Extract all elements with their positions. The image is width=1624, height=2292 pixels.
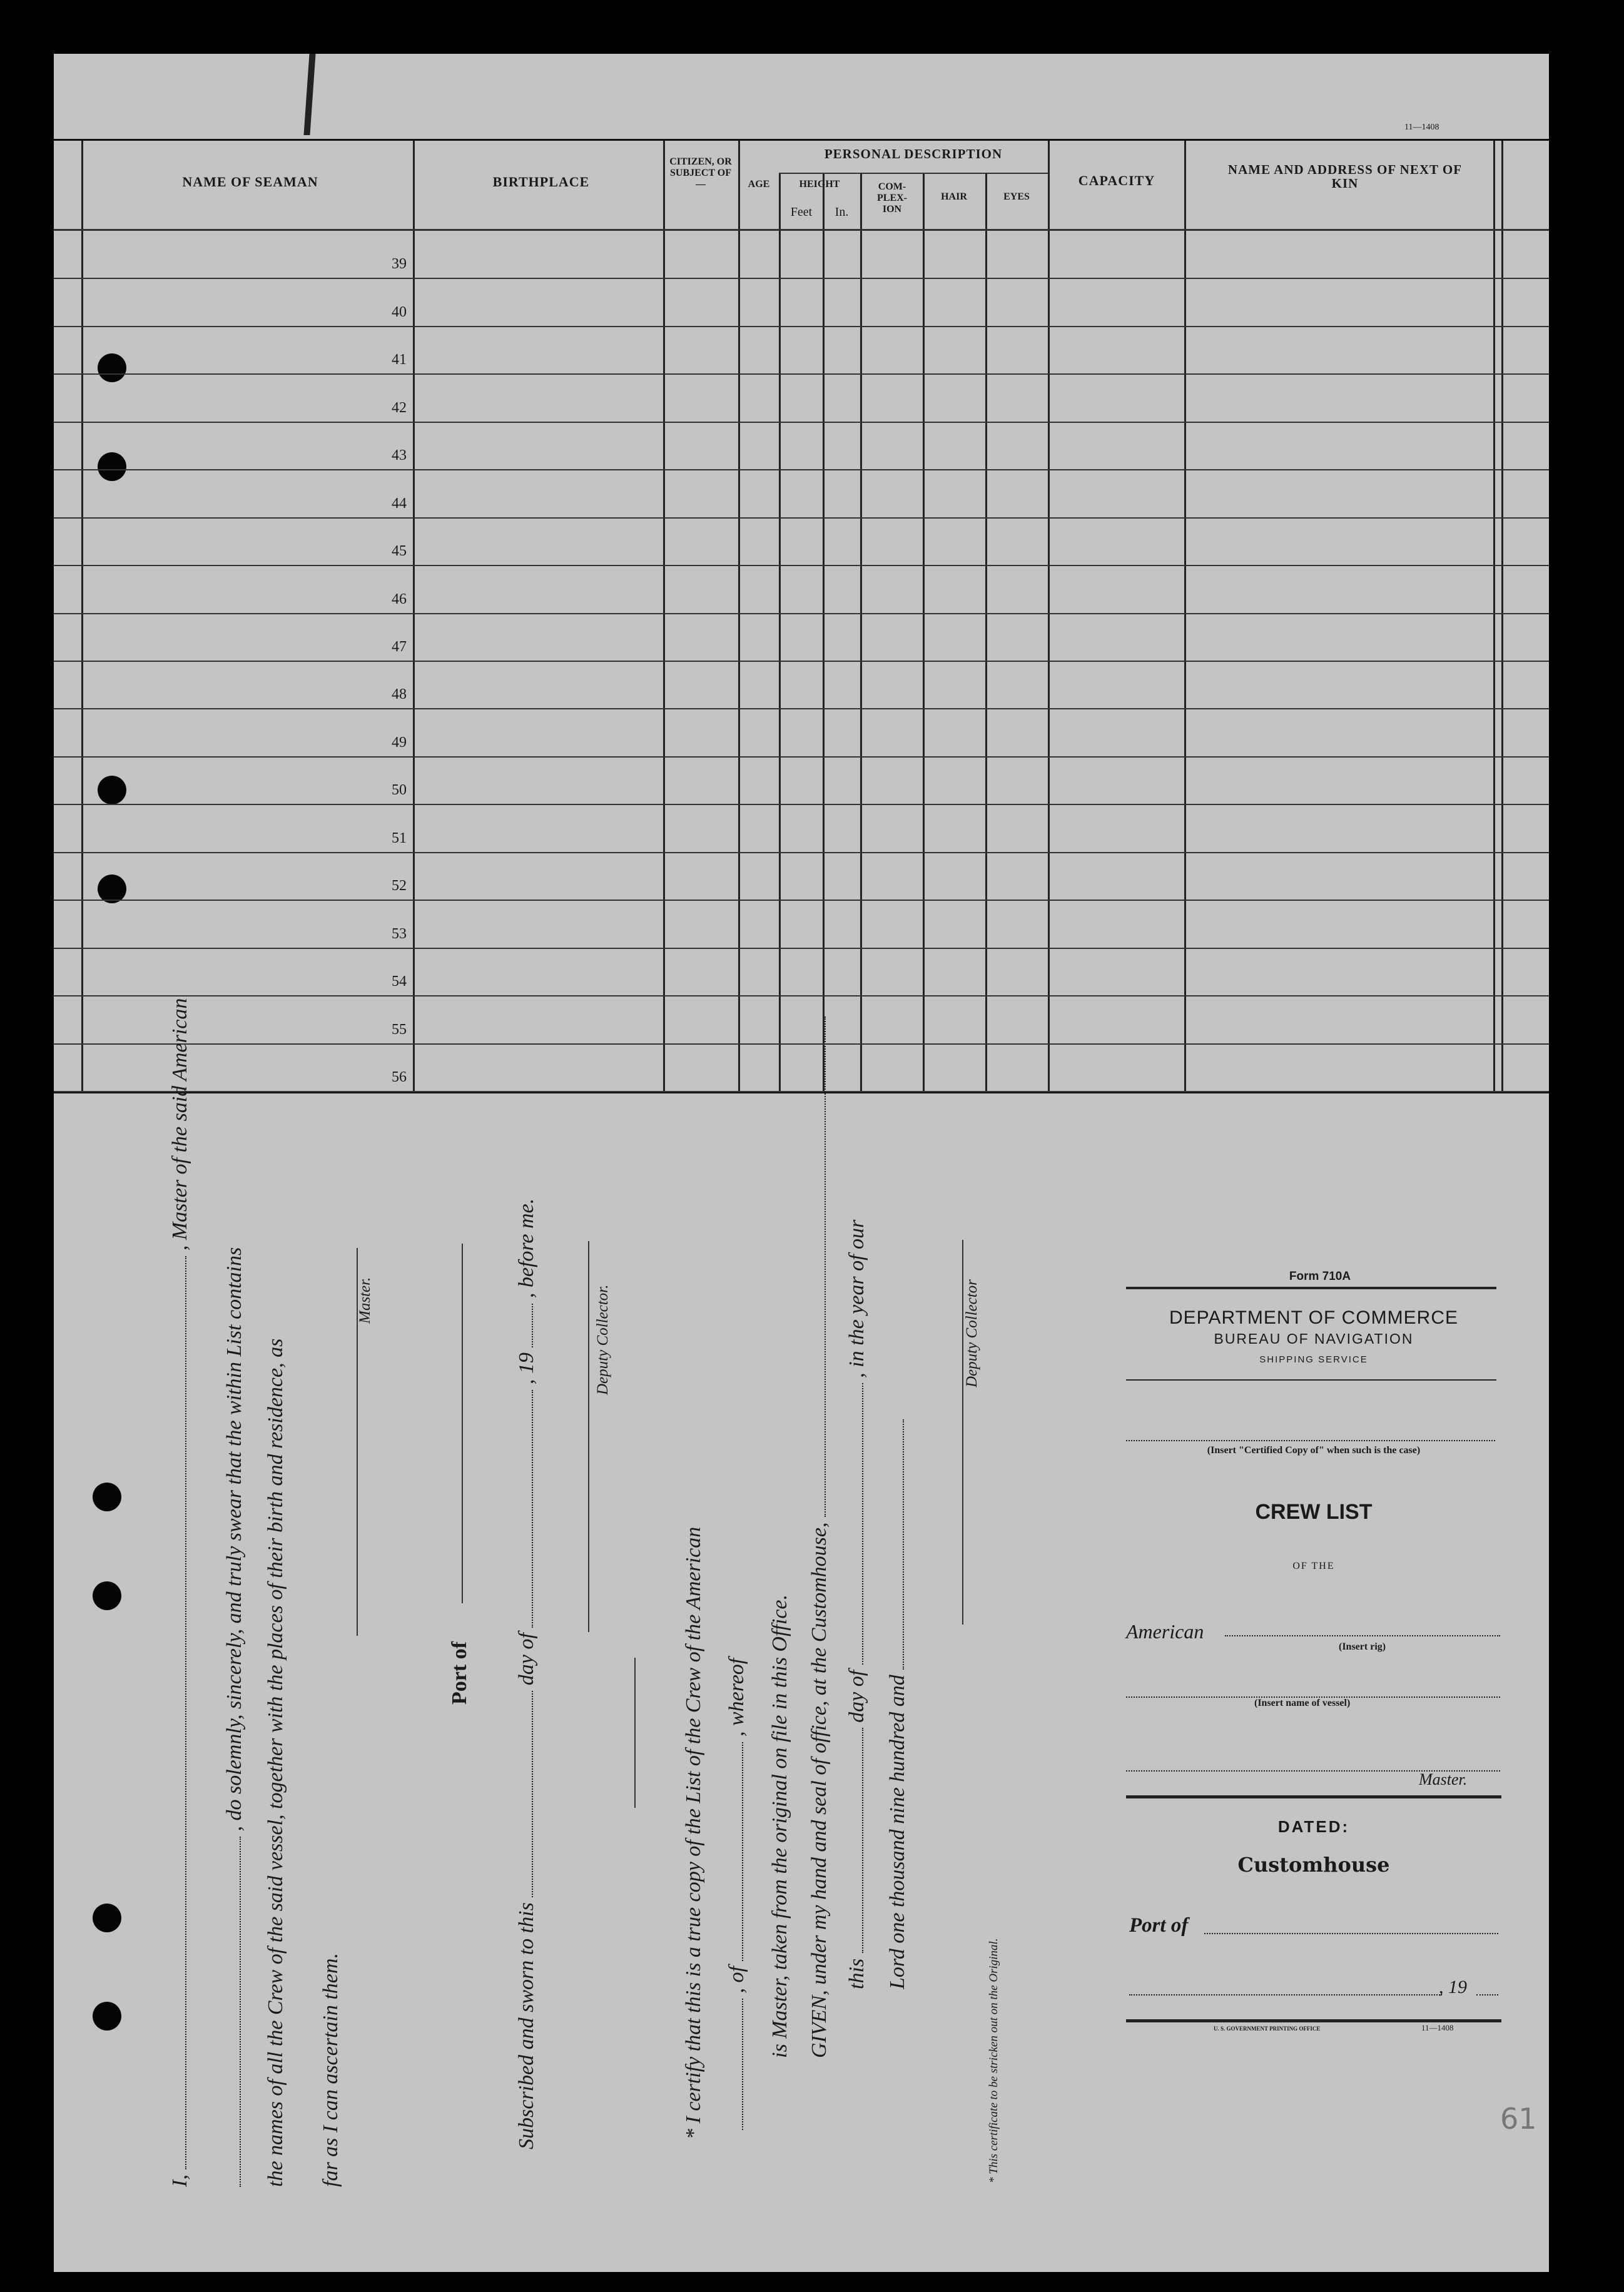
row-number: 56 — [392, 1069, 407, 1085]
dated-label: DATED: — [1277, 1817, 1350, 1836]
cover-year-field[interactable] — [1476, 1994, 1498, 1995]
oath-blank-field[interactable] — [222, 1837, 241, 2187]
table-row-rule — [54, 469, 1549, 470]
certified-copy-field[interactable] — [1126, 1440, 1495, 1441]
cert-line-1: * I certify that this is a true copy of the List of the Crew of the American — [682, 1526, 705, 2139]
of-the-label: OF THE — [1292, 1561, 1335, 1571]
row-number: 47 — [392, 639, 407, 655]
header-birthplace: BIRTHPLACE — [492, 174, 590, 190]
header-citizen: CITIZEN, OR SUBJECT OF— — [669, 156, 732, 190]
cert-line-4: GIVEN, under my hand and seal of office, at the Customhouse, — [807, 1017, 831, 2058]
deputy-collector-label-1: Deputy Collector. — [594, 1284, 611, 1395]
insert-vessel-note: (Insert name of vessel) — [1254, 1698, 1351, 1708]
cert-line-6: Lord one thousand nine hundred and — [885, 1419, 910, 1989]
rig-field[interactable] — [1225, 1635, 1500, 1636]
row-number: 46 — [392, 591, 407, 607]
row-number: 48 — [392, 686, 407, 702]
table-row-rule — [54, 708, 1549, 709]
crew-list-title: CREW LIST — [1255, 1500, 1373, 1524]
table-row-rule — [54, 995, 1549, 996]
seal-mark — [634, 1658, 636, 1808]
header-inches: In. — [835, 205, 849, 219]
header-height: HEIGHT — [799, 179, 840, 190]
table-row-rule — [54, 852, 1549, 853]
form-code-top: 11—1408 — [1404, 123, 1439, 132]
header-hair: HAIR — [941, 191, 967, 202]
header-next-of-kin: NAME AND ADDRESS OF NEXT OF KIN — [1227, 162, 1463, 191]
printer-code: 11—1408 — [1421, 2023, 1454, 2032]
master-name-field[interactable] — [168, 1256, 186, 2169]
row-number: 55 — [392, 1022, 407, 1038]
printer-credit: U. S. GOVERNMENT PRINTING OFFICE — [1214, 2026, 1321, 2032]
table-row-rule — [54, 613, 1549, 614]
oath-line-1: I, , Master of the said American — [168, 998, 191, 2187]
form-number: Form 710A — [1289, 1270, 1351, 1283]
punch-hole — [93, 1581, 121, 1610]
table-row-rule — [54, 1043, 1549, 1045]
table-row-rule — [54, 326, 1549, 327]
header-complexion: COM- PLEX- ION — [877, 181, 907, 215]
certificate-footnote: * This certificate to be stricken out on the Original. — [987, 1938, 1000, 2183]
header-feet: Feet — [790, 205, 813, 219]
header-eyes: EYES — [1003, 191, 1030, 202]
table-row-rule — [54, 373, 1549, 375]
cert-line-3: is Master, taken from the original on file in this Office. — [768, 1594, 791, 2058]
punch-hole — [93, 1904, 121, 1932]
subscribed-line: Subscribed and sworn to this day of , 19 , before me. — [515, 1198, 538, 2149]
cover-year-label: , 19 — [1439, 1977, 1467, 1997]
cover-port-of-label: Port of — [1129, 1914, 1189, 1937]
table-row-rule — [54, 756, 1549, 758]
row-number: 42 — [392, 400, 407, 416]
cover-date-field[interactable] — [1129, 1994, 1442, 1995]
master-label: Master. — [357, 1277, 373, 1324]
row-number: 40 — [392, 304, 407, 320]
cover-master-label: Master. — [1419, 1770, 1468, 1788]
row-number: 50 — [392, 782, 407, 798]
cover-port-field[interactable] — [1204, 1933, 1498, 1934]
table-row-rule — [54, 565, 1549, 566]
oath-line-3: the names of all the Crew of the said vessel, together with the places of their birth and residence, as — [264, 1338, 287, 2187]
bureau-title: BUREAU OF NAVIGATION — [1214, 1331, 1414, 1347]
table-row-rule — [54, 278, 1549, 279]
table-row-rule — [54, 422, 1549, 423]
cover-rule — [1126, 1379, 1496, 1381]
table-row-rule — [54, 517, 1549, 519]
row-number: 52 — [392, 878, 407, 894]
row-number: 45 — [392, 543, 407, 559]
cert-line-5: this day of , in the year of our — [845, 1219, 868, 1989]
cert-line-2: , of , whereof — [724, 1658, 749, 2130]
deputy-collector-label-2: Deputy Collector — [963, 1279, 980, 1387]
row-number: 49 — [392, 734, 407, 751]
american-label: American — [1126, 1620, 1204, 1643]
table-row-rule — [54, 804, 1549, 805]
port-of-line[interactable] — [462, 1244, 463, 1603]
header-personal-description: PERSONAL DESCRIPTION — [824, 146, 1003, 161]
cover-double-rule — [1126, 1795, 1501, 1798]
cover-top-rule — [1126, 1287, 1496, 1289]
corner-mark: 61 — [1500, 2102, 1537, 2136]
customhouse-label: Customhouse — [1237, 1853, 1390, 1877]
department-title: DEPARTMENT OF COMMERCE — [1169, 1307, 1459, 1328]
port-of-label: Port of — [448, 1641, 471, 1705]
punch-hole — [93, 1483, 121, 1511]
cover-bottom-rule — [1126, 2019, 1501, 2022]
header-age: AGE — [748, 179, 770, 190]
oath-line-4: far as I can ascertain them. — [319, 1953, 342, 2187]
certified-copy-note: (Insert "Certified Copy of" when such is the case) — [1207, 1445, 1421, 1456]
header-capacity: CAPACITY — [1078, 173, 1155, 188]
row-number: 53 — [392, 926, 407, 942]
row-number: 54 — [392, 973, 407, 990]
row-number: 41 — [392, 352, 407, 368]
row-number: 44 — [392, 495, 407, 512]
oath-line-2: , do solemnly, sincerely, and truly swear that the within List contains — [222, 1247, 246, 2187]
row-number: 43 — [392, 447, 407, 464]
table-row-rule — [54, 1091, 1549, 1092]
table-row-rule — [54, 661, 1549, 662]
table-row-rule — [54, 900, 1549, 901]
punch-hole — [93, 2002, 121, 2031]
table-row-rule — [54, 948, 1549, 949]
row-number: 51 — [392, 830, 407, 846]
deputy-signature-line-1 — [588, 1241, 589, 1632]
service-title: SHIPPING SERVICE — [1259, 1354, 1368, 1365]
header-name-of-seaman: NAME OF SEAMAN — [182, 174, 318, 190]
insert-rig-note: (Insert rig) — [1339, 1641, 1386, 1652]
row-number: 39 — [392, 256, 407, 272]
